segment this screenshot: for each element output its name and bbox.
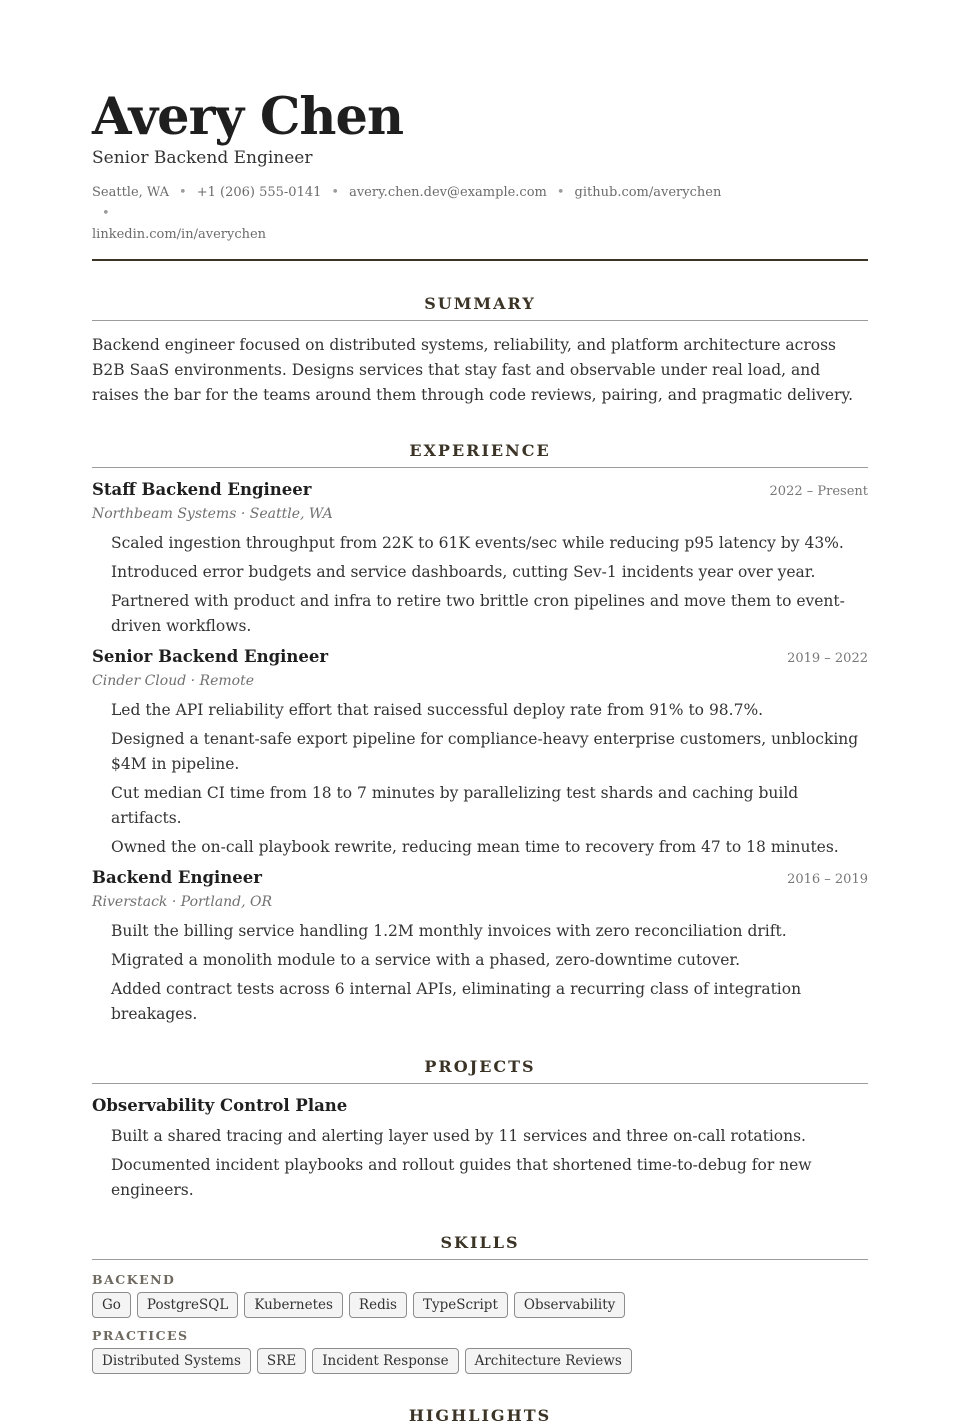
job-title: Staff Backend Engineer xyxy=(92,480,312,499)
project-entry xyxy=(92,1094,868,1203)
skill-chip: Go xyxy=(92,1292,131,1318)
skills-heading: SKILLS xyxy=(440,1233,520,1252)
contact-linkedin[interactable]: linkedin.com/in/averychen xyxy=(92,227,267,242)
projects-section xyxy=(92,1057,868,1203)
job-bullets xyxy=(111,531,868,639)
job-bullets xyxy=(111,919,868,1027)
contact-email[interactable]: avery.chen.dev@example.com xyxy=(349,185,547,200)
job-company: Northbeam Systems · Seattle, WA xyxy=(92,506,333,522)
bullet-item: Cut median CI time from 18 to 7 minutes by parallelizing test shards and caching build artifacts. xyxy=(111,784,799,827)
job-company: Riverstack · Portland, OR xyxy=(92,894,273,910)
skill-chip: Kubernetes xyxy=(244,1292,343,1318)
job-bullets xyxy=(111,698,868,860)
skill-chips xyxy=(92,1292,868,1318)
bullet-item: Owned the on-call playbook rewrite, reducing mean time to recovery from 47 to 18 minutes. xyxy=(111,838,839,856)
job-dates: 2016 – 2019 xyxy=(787,872,868,887)
contact-github[interactable]: github.com/averychen xyxy=(574,185,722,200)
job-company: Cinder Cloud · Remote xyxy=(92,673,254,689)
bullet-item: Added contract tests across 6 internal APIs, eliminating a recurring class of integration breakages. xyxy=(111,980,802,1023)
bullet-item: Built the billing service handling 1.2M monthly invoices with zero reconciliation drift. xyxy=(111,922,787,940)
skill-group-label: BACKEND xyxy=(92,1272,176,1287)
job-entry xyxy=(92,478,868,639)
job-dates: 2022 – Present xyxy=(769,484,868,499)
bullet-item: Led the API reliability effort that raised successful deploy rate from 91% to 98.7%. xyxy=(111,701,764,719)
job-entry xyxy=(92,645,868,860)
bullet-item: Introduced error budgets and service dashboards, cutting Sev-1 incidents year over year. xyxy=(111,563,816,581)
job-title: Backend Engineer xyxy=(92,868,262,887)
summary-section xyxy=(92,294,868,408)
job-header xyxy=(92,478,868,502)
section-divider xyxy=(92,467,868,468)
bullet-item: Documented incident playbooks and rollout guides that shortened time-to-debug for new engineers. xyxy=(111,1156,812,1199)
contact-phone: +1 (206) 555-0141 xyxy=(196,185,322,200)
bullet-item: Migrated a monolith module to a service with a phased, zero-downtime cutover. xyxy=(111,951,741,969)
section-divider xyxy=(92,1083,868,1084)
skill-chip: Distributed Systems xyxy=(92,1348,251,1374)
section-divider xyxy=(92,1259,868,1260)
job-title: Senior Backend Engineer xyxy=(92,647,329,666)
skill-chip: Architecture Reviews xyxy=(465,1348,632,1374)
job-entry xyxy=(92,866,868,1027)
skill-chips xyxy=(92,1348,868,1374)
skills-section xyxy=(92,1233,868,1374)
skill-chip: Incident Response xyxy=(312,1348,458,1374)
section-divider xyxy=(92,320,868,321)
summary-heading: SUMMARY xyxy=(424,294,536,313)
highlights-heading: HIGHLIGHTS xyxy=(408,1406,552,1425)
contact-separator: • xyxy=(179,185,187,200)
contact-separator: • xyxy=(331,185,340,200)
bullet-item: Scaled ingestion throughput from 22K to 61K events/sec while reducing p95 latency by 43%. xyxy=(111,534,844,552)
skill-group-label: PRACTICES xyxy=(92,1328,189,1343)
job-header xyxy=(92,645,868,669)
job-header xyxy=(92,866,868,890)
summary-text: Backend engineer focused on distributed systems, reliability, and platform architecture across B2B SaaS environments. Designs services that stay fast and observable under real load, and raises the bar for the teams around them through code reviews, pairing, and pragmatic delivery. xyxy=(92,336,854,404)
contact-line xyxy=(92,182,732,245)
header-divider xyxy=(92,259,868,261)
skill-chip: TypeScript xyxy=(413,1292,508,1318)
bullet-item: Designed a tenant-safe export pipeline for compliance-heavy enterprise customers, unblocking $4M in pipeline. xyxy=(111,730,859,773)
skill-chip: SRE xyxy=(257,1348,306,1374)
contact-separator: • xyxy=(102,206,110,221)
skill-chip: Observability xyxy=(514,1292,625,1318)
skill-group xyxy=(92,1328,868,1374)
project-title: Observability Control Plane xyxy=(92,1096,348,1115)
skill-chip: PostgreSQL xyxy=(137,1292,238,1318)
experience-section xyxy=(92,441,868,1027)
contact-location: Seattle, WA xyxy=(92,185,170,200)
candidate-title: Senior Backend Engineer xyxy=(92,148,313,168)
project-bullets xyxy=(111,1124,868,1203)
skill-group xyxy=(92,1272,868,1318)
bullet-item: Partnered with product and infra to retire two brittle cron pipelines and move them to event-driven workflows. xyxy=(111,592,845,635)
experience-heading: EXPERIENCE xyxy=(409,441,551,460)
bullet-item: Built a shared tracing and alerting layer used by 11 services and three on-call rotations. xyxy=(111,1127,806,1145)
highlights-section xyxy=(92,1406,868,1426)
job-dates: 2019 – 2022 xyxy=(787,651,868,666)
candidate-name: Avery Chen xyxy=(92,87,404,147)
resume-content xyxy=(92,88,868,1426)
skill-chip: Redis xyxy=(349,1292,407,1318)
projects-heading: PROJECTS xyxy=(424,1057,536,1076)
contact-separator: • xyxy=(556,185,565,200)
